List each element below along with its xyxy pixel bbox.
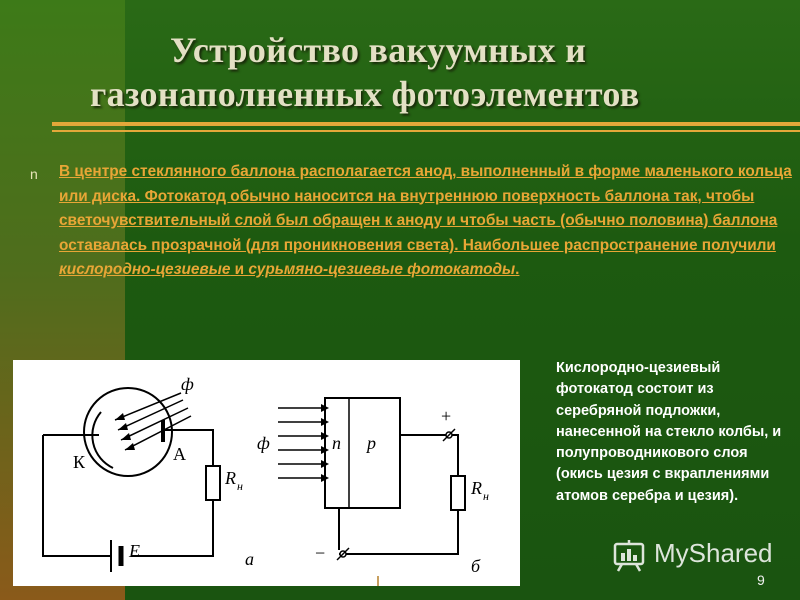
slide-title — [90, 28, 790, 116]
label-resistor-b: R — [471, 478, 482, 498]
bullet-icon: n — [30, 166, 38, 182]
label-resistor-b-sub: н — [483, 489, 489, 503]
circuit-diagram — [13, 360, 520, 586]
label-cathode: К — [73, 452, 86, 472]
photocell-circuit-figure — [13, 360, 520, 586]
label-p: p — [367, 433, 376, 453]
label-emf: E — [129, 541, 140, 561]
page-number: 9 — [757, 572, 765, 588]
title-rule-thin — [52, 130, 800, 132]
title-line-2: газонаполненных фотоэлементов — [90, 74, 640, 114]
paragraph-italic-2: сурьмяно-цезиевые фотокатоды — [248, 261, 516, 278]
label-anode: А — [173, 444, 186, 464]
label-resistor-a-sub: н — [237, 479, 243, 493]
paragraph-italic-1: кислородно-цезиевые — [59, 261, 231, 278]
paragraph-text-3: . — [515, 261, 520, 278]
footer-mark — [377, 576, 379, 586]
label-a: а — [245, 549, 254, 569]
watermark-text: MyShared — [654, 538, 773, 568]
label-phi-a: ф — [181, 374, 194, 394]
label-n: n — [332, 433, 341, 453]
title-line-1: Устройство вакуумных и — [170, 30, 587, 70]
label-b: б — [471, 556, 481, 576]
label-phi-b: ф — [257, 433, 270, 453]
label-plus: + — [441, 406, 452, 426]
title-rule-thick — [52, 122, 800, 126]
body-paragraph — [59, 160, 794, 283]
label-minus: − — [315, 543, 326, 563]
paragraph-text-1: В центре стеклянного баллона располагается анод, выполненный в форме маленького кольца или диска. Фотокатод обычно наносится на внутреннюю поверхность баллона так, чтобы светочувствительный слой был обращен к аноду и чтобы часть (обычно половина) баллона оставалась прозрачной (для проникновения света). Наибольшее распространение получили — [59, 163, 792, 254]
label-resistor-a: R — [225, 468, 236, 488]
paragraph-text-2: и — [230, 261, 249, 278]
myshared-watermark — [612, 536, 792, 572]
side-description: Кислородно-цезиевый фотокатод состоит из серебряной подложки, нанесенной на стекло колбы, и полупроводникового слоя (окись цезия с вкраплениями атомов серебра и цезия). — [556, 360, 782, 504]
presentation-icon — [612, 538, 648, 572]
